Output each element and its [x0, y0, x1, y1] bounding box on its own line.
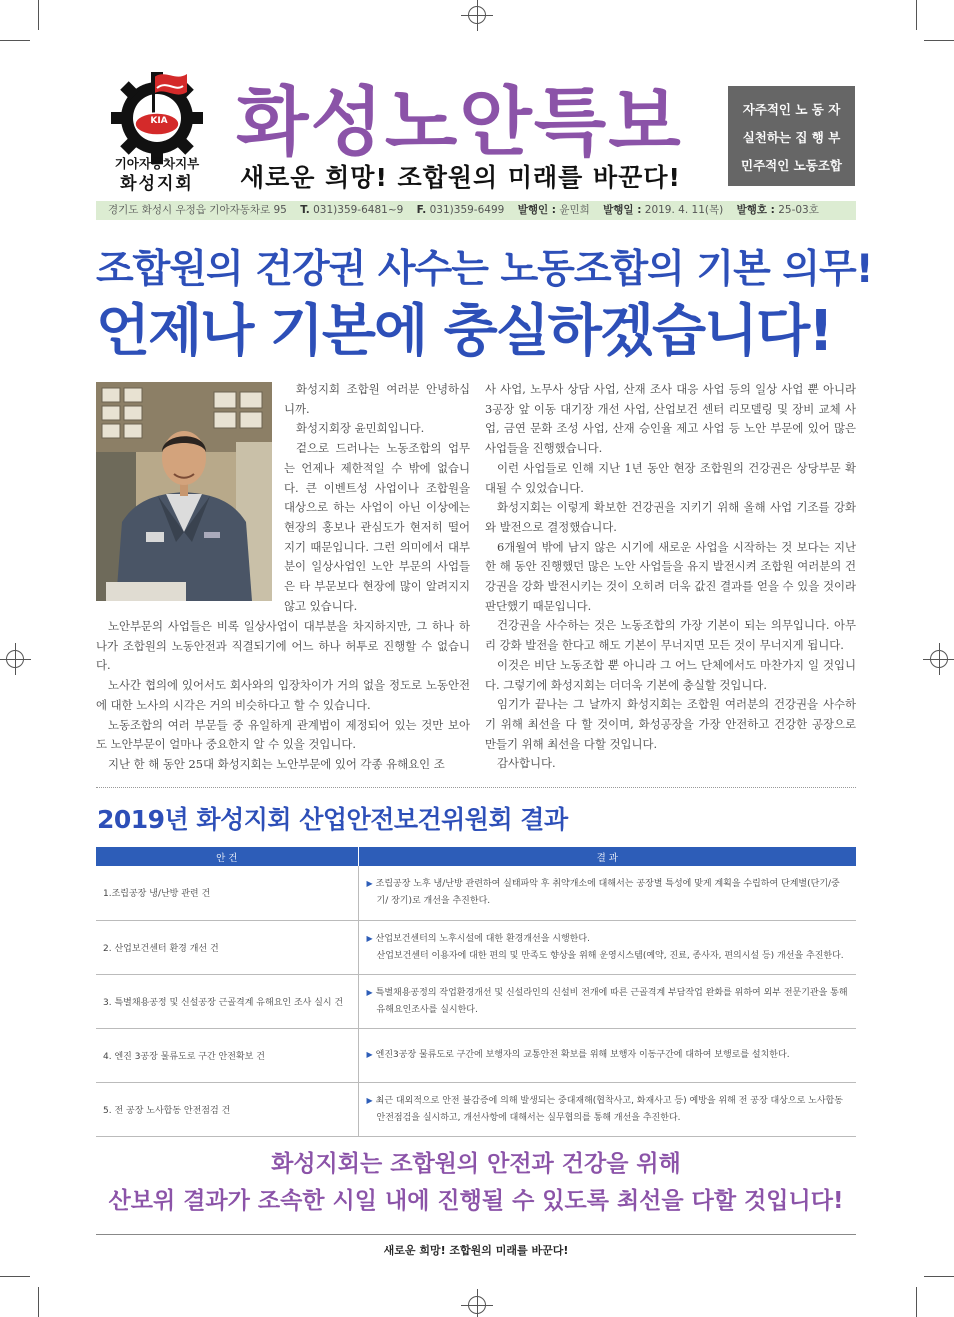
table-header-result: 결 과: [358, 847, 856, 866]
results-table: [96, 847, 856, 1137]
tel: 031)359-6481~9: [313, 204, 404, 216]
issue-label: 발행호 :: [736, 204, 775, 216]
fax-label: F.: [416, 204, 427, 216]
agenda-item: 2. 산업보건센터 환경 개선 건: [96, 920, 358, 974]
paragraph: 감사합니다.: [497, 756, 556, 771]
fax: 031)359-6499: [429, 204, 505, 216]
agenda-item: 1.조립공장 냉/난방 관련 건: [96, 866, 358, 920]
result-text: 특별채용공정의 작업환경개선 및 신설라인의 신설비 전개에 따른 근골격계 부담작업 완화를 위하여 외부 전문기관을 통해 유해요인조사를 실시한다.: [375, 987, 848, 1015]
paragraph: 노동조합의 여러 부문들 중 유일하게 관계법이 제정되어 있는 것만 보아도 노안부문이 얼마나 중요한지 알 수 있을 것입니다.: [96, 717, 470, 752]
agenda-item: 4. 엔진 3공장 물류도로 구간 안전확보 건: [96, 1028, 358, 1082]
agenda-result: [358, 1028, 856, 1082]
table-row: [96, 1082, 856, 1136]
paragraph: 이것은 비단 노동조합 뿐 아니라 그 어느 단체에서도 마찬가지 일 것입니다. 그렇기에 화성지회는 더더욱 기본에 충실할 것입니다.: [485, 657, 856, 692]
crop-mark: [924, 1276, 954, 1277]
agenda-result: [358, 1082, 856, 1136]
crop-mark: [924, 40, 954, 41]
closing-line2: 산보위 결과가 조속한 시일 내에 진행될 수 있도록 최선을 다할 것입니다!: [108, 1188, 844, 1214]
union-logo: [96, 70, 218, 194]
crop-mark: [916, 0, 917, 30]
address: 경기도 화성시 우정읍 기아자동차로 95: [108, 204, 287, 216]
result-text: 산업보건센터 이용자에 대한 편의 및 만족도 향상을 위해 운영시스템(예약, 진료, 종사자, 편의시설 등) 개선을 추진한다.: [376, 950, 844, 961]
result-text: 엔진3공장 물류도로 구간에 보행자의 교통안전 확보를 위해 보행자 이동구간에 대하여 보행로를 설치한다.: [375, 1050, 790, 1060]
publisher: 윤민희: [559, 204, 590, 216]
logo-badge: KIA: [150, 116, 168, 126]
result-text: 최근 대외적으로 안전 불감증에 의해 발생되는 중대재해(협착사고, 화재사고 등) 예방을 위해 전 공장 대상으로 노사합동 안전점검을 실시하고, 개선사항에 대해서는 실무협의를 통해 개선을 추진한다.: [375, 1095, 843, 1123]
arrow-icon: ▶: [366, 987, 373, 997]
closing-line1: 화성지회는 조합원의 안전과 건강을 위해: [271, 1151, 681, 1177]
footer-slogan: 새로운 희망! 조합원의 미래를 바꾼다!: [383, 1244, 569, 1257]
crop-mark: [38, 1287, 39, 1317]
agenda-item: 3. 특별채용공정 및 신설공장 근골격계 유해요인 조사 실시 건: [96, 974, 358, 1028]
section-title: 2019년 화성지회 산업안전보건위원회 결과: [97, 805, 568, 834]
table-row: [96, 920, 856, 974]
crop-mark: [0, 40, 30, 41]
union-name-line1: 기아자동차지부: [114, 156, 200, 171]
paragraph: 노사간 협의에 있어서도 회사와의 입장차이가 거의 없을 정도로 노동안전에 대한 노사의 시각은 거의 비슷하다고 할 수 있습니다.: [96, 678, 470, 712]
info-bar: [96, 201, 856, 220]
result-text: 조립공장 노후 냉/난방 관련하여 실태파악 후 취약개소에 대해서는 공장별 특성에 맞게 계획을 수립하여 단계별(단기/중기/ 장기)로 개선을 추진한다.: [375, 879, 840, 907]
tel-label: T.: [300, 204, 310, 216]
table-row: [96, 866, 856, 920]
agenda-result: [358, 920, 856, 974]
publisher-label: 발행인 :: [517, 204, 556, 216]
section-divider: [96, 787, 856, 788]
paragraph: 화성지회는 이렇게 확보한 건강권을 지키기 위해 올해 사업 기조를 강화와 발전으로 결정했습니다.: [485, 500, 856, 534]
crop-mark: [0, 1276, 30, 1277]
issue-date: 2019. 4. 11(목): [644, 204, 724, 216]
arrow-icon: ▶: [366, 1050, 373, 1059]
table-row: [96, 1028, 856, 1082]
motto-box: [728, 86, 855, 186]
agenda-item: 5. 전 공장 노사합동 안전점검 건: [96, 1082, 358, 1136]
article-column-2: [485, 380, 856, 774]
masthead-title: 화성노안특보: [236, 78, 683, 166]
paragraph: 지난 한 해 동안 25대 화성지회는 노안부문에 있어 각종 유해요인 조: [108, 756, 445, 771]
table-row: [96, 974, 856, 1028]
motto-line: 민주적인 노동조합: [741, 158, 842, 173]
union-name-line2: 화성지회: [120, 174, 194, 194]
article-column-1-top: [284, 380, 470, 616]
table-header-row: [96, 847, 856, 866]
crop-mark: [38, 0, 39, 30]
date-label: 발행일 :: [603, 204, 642, 216]
registration-mark-bottom: [468, 1296, 486, 1314]
closing-message: [96, 1146, 856, 1220]
arrow-icon: ▶: [366, 933, 373, 943]
paragraph: 6개월여 밖에 남지 않은 시기에 새로운 사업을 시작하는 것 보다는 지난 한 해 동안 진행했던 많은 노안 사업들을 유지 발전시켜 조합원 여러분의 건강권을 강화 발전시키는 것이 오히려 더욱 값진 결과를 얻을 수 있을 것이라 판단했기 때문입니다.: [485, 539, 856, 613]
article-column-1-bottom: [96, 617, 470, 775]
result-text: 산업보건센터의 노후시설에 대한 환경개선을 시행한다.: [375, 933, 590, 944]
paragraph: 노안부문의 사업들은 비록 일상사업이 대부분을 차지하지만, 그 하나 하나가 조합원의 노동안전과 직결되기에 어느 하나 허투로 진행할 수 없습니다.: [96, 619, 470, 673]
table-header-item: 안 건: [96, 847, 358, 866]
paragraph: 화성지회 조합원 여러분 안녕하십니까.: [284, 382, 470, 416]
headline-line2: 언제나 기본에 충실하겠습니다!: [96, 299, 832, 364]
leader-photo: [96, 382, 272, 601]
crop-mark: [916, 1287, 917, 1317]
arrow-icon: ▶: [366, 1095, 373, 1105]
paragraph: 이런 사업들로 인해 지난 1년 동안 현장 조합원의 건강권은 상당부문 확대될 수 있었습니다.: [485, 460, 856, 495]
agenda-result: [358, 974, 856, 1028]
motto-line: 실천하는 집 행 부: [742, 130, 841, 145]
arrow-icon: ▶: [366, 879, 373, 889]
motto-line: 자주적인 노 동 자: [742, 102, 841, 117]
paragraph: 겉으로 드러나는 노동조합의 업무는 언제나 제한적일 수 밖에 없습니다. 큰 이벤트성 사업이나 조합원을 대상으로 하는 사업이 아닌 이상에는 현장의 홍보나 관심도가 현저히 떨어지기 때문입니다. 그런 의미에서 대부분이 일상사업인 노안 부문의 사업들은 타 부문보다 현장에 많이 알려지지 않고 있습니다.: [284, 441, 470, 613]
registration-mark-left: [6, 650, 24, 668]
paragraph: 건강권을 사수하는 것은 노동조합의 가장 기본이 되는 의무입니다. 아무리 강화 발전을 한다고 해도 기본이 무너지면 모든 것이 무너지게 됩니다.: [485, 618, 856, 653]
agenda-result: [358, 866, 856, 920]
paragraph: 사 사업, 노무사 상담 사업, 산재 조사 대응 사업 등의 일상 사업 뿐 아니라 3공장 앞 이동 대기장 개선 사업, 산업보건 센터 리모델링 및 장비 교체 사업, 금연 문화 조성 사업, 산재 승인율 제고 사업 등 노안 부문에 있어 많은 사업들을 진행했습니다.: [485, 382, 856, 456]
registration-mark-right: [930, 650, 948, 668]
registration-mark-top: [468, 6, 486, 24]
issue-number: 25-03호: [778, 204, 819, 216]
paragraph: 임기가 끝나는 그 날까지 화성지회는 조합원 여러분의 건강권을 사수하기 위해 최선을 다 할 것이며, 화성공장을 가장 안전하고 건강한 공장으로 만들기 위해 최선을 다할 것입니다.: [485, 697, 856, 751]
slogan: 새로운 희망! 조합원의 미래를 바꾼다!: [240, 163, 681, 192]
paragraph: 화성지회장 윤민희입니다.: [296, 421, 425, 436]
headline-line1: 조합원의 건강권 사수는 노동조합의 기본 의무!: [96, 247, 873, 292]
footer-divider: [96, 1234, 856, 1235]
